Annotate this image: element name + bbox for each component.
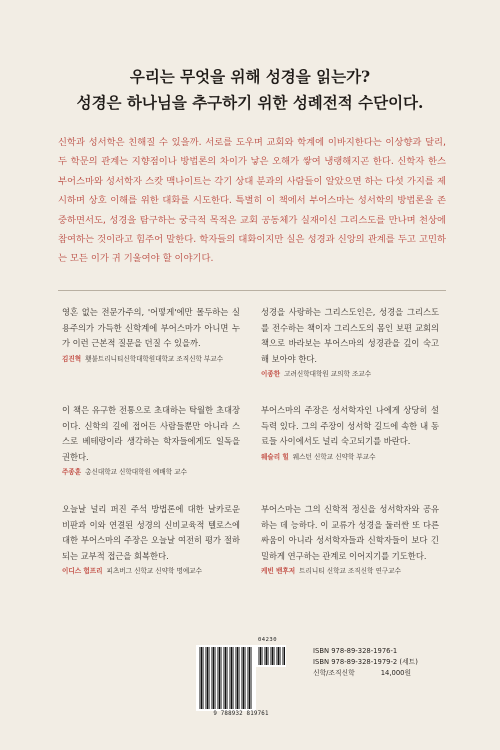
endorsement-kim-jinhyuk <box>62 305 240 365</box>
isbn-info <box>313 646 418 679</box>
price-code: 04230 <box>258 637 278 643</box>
headline-line-2: 성경은 하나님을 추구하기 위한 성례전적 수단이다. <box>76 93 424 112</box>
endorser-affiliation: 트리니티 신학교 조직신학 연구교수 <box>299 567 401 576</box>
endorsement-byline <box>261 452 439 463</box>
endorser-affiliation: 웨스턴 신학교 신약학 부교수 <box>292 452 376 461</box>
endorser-name: 김진혁 <box>62 354 82 363</box>
endorsement-text: 오늘날 널리 퍼진 주석 방법론에 대한 날카로운 비판과 이와 연결된 성경의 신비교육적 텔로스에 대한 부어스마의 주장은 오늘날 여전히 평가 절하되는 교부적 접근을 회복한다. <box>62 504 240 561</box>
barcode-digits: 9 788932 819761 <box>213 711 269 717</box>
endorsement-joo-jonghoon <box>62 403 240 478</box>
endorsement-edith-humphrey <box>62 502 240 577</box>
endorsement-byline <box>62 566 240 577</box>
price: 14,000원 <box>380 669 412 677</box>
endorsement-text: 부어스마의 주장은 성서학자인 나에게 상당히 설득력 있다. 그의 주장이 성서학 길드에 속한 내 동료들 사이에서도 널리 숙고되기를 바란다. <box>261 405 439 447</box>
endorser-name: 웨슬리 힐 <box>261 452 289 461</box>
isbn-line-2: ISBN 978-89-328-1979-2 (세트) <box>313 658 418 666</box>
isbn-line-1: ISBN 978-89-328-1976-1 <box>313 647 398 655</box>
endorser-affiliation: 피츠버그 신학교 신약학 명예교수 <box>106 567 202 576</box>
endorsement-byline <box>62 354 240 365</box>
endorser-name: 케빈 밴후저 <box>261 567 296 576</box>
endorsement-byline <box>261 369 439 380</box>
endorsement-text: 이 책은 유구한 전통으로 초대하는 탁월한 초대장이다. 신학의 길에 접어든 사람들뿐만 아니라 스스로 베테랑이라 생각하는 학자들에게도 일독을 권한다. <box>62 405 240 462</box>
barcode-bars <box>196 645 256 711</box>
intro-paragraph: 신학과 성서학은 친해질 수 있을까. 서로를 도우며 교회와 학계에 이바지한다는 이상향과 달리, 두 학문의 관계는 지향점이나 방법론의 차이가 낳은 오해가 쌓여 냉랭해지곤 한다. 신학자 한스 부어스마와 성서학자 스캇 맥나이트는 각기 상대 분과의 사람들이 알았으면 하는 다섯 가지를 제시하며 상호 이해를 위한 대화를 시도한다. 특별히 이 책에서 부어스마는 성서학의 방법론을 존중하면서도, 성경을 탐구하는 궁극적 목적은 교회 공동체가 실재이신 그리스도를 만나며 천상에 참여하는 것이라고 힘주어 말한다. 학자들의 대화이지만 실은 성경과 신앙의 관계를 두고 고민하는 모든 이가 귀 기울여야 할 이야기다. <box>58 137 446 265</box>
headline <box>0 64 500 116</box>
endorsement-kevin-vanhoozer <box>261 502 439 577</box>
endorsement-wesley-hill <box>261 403 439 463</box>
endorsement-lee-jonghan <box>261 305 439 380</box>
endorsement-text: 성경을 사랑하는 그리스도인은, 성경을 그리스도를 전수하는 책이자 그리스도의 몸인 보편 교회의 책으로 바라보는 부어스마의 성경관을 깊이 숙고해 보아야 한다. <box>261 307 439 364</box>
endorser-name: 주종훈 <box>62 468 82 477</box>
endorser-affiliation: 고려신학대학원 교의학 조교수 <box>284 370 372 379</box>
divider <box>58 290 446 291</box>
category: 신학/조직신학 <box>313 669 355 677</box>
headline-line-1: 우리는 무엇을 위해 성경을 읽는가? <box>129 67 371 86</box>
endorsement-byline <box>62 467 240 478</box>
price-barcode-bars <box>256 645 286 667</box>
endorser-name: 이디스 험프리 <box>62 567 103 576</box>
endorser-affiliation: 횃불트리니티신학대학원대학교 조직신학 부교수 <box>85 354 224 363</box>
endorser-affiliation: 총신대학교 신학대학원 예배학 교수 <box>85 468 187 477</box>
endorsement-text: 부어스마는 그의 신학적 정신을 성서학자와 공유하는 데 능하다. 이 교류가 성경을 둘러싼 또 다른 싸움이 아니라 성서학자들과 신학자들이 보다 긴밀하게 연구하는 관계로 이어지기를 기도한다. <box>261 504 439 561</box>
endorsement-text: 영혼 없는 전문가주의, '어떻게'에만 몰두하는 실용주의가 가득한 신학계에 부어스마가 아니면 누가 이런 근본적 질문을 던질 수 있을까. <box>62 307 240 349</box>
endorsement-byline <box>261 566 439 577</box>
endorser-name: 이종한 <box>261 370 281 379</box>
